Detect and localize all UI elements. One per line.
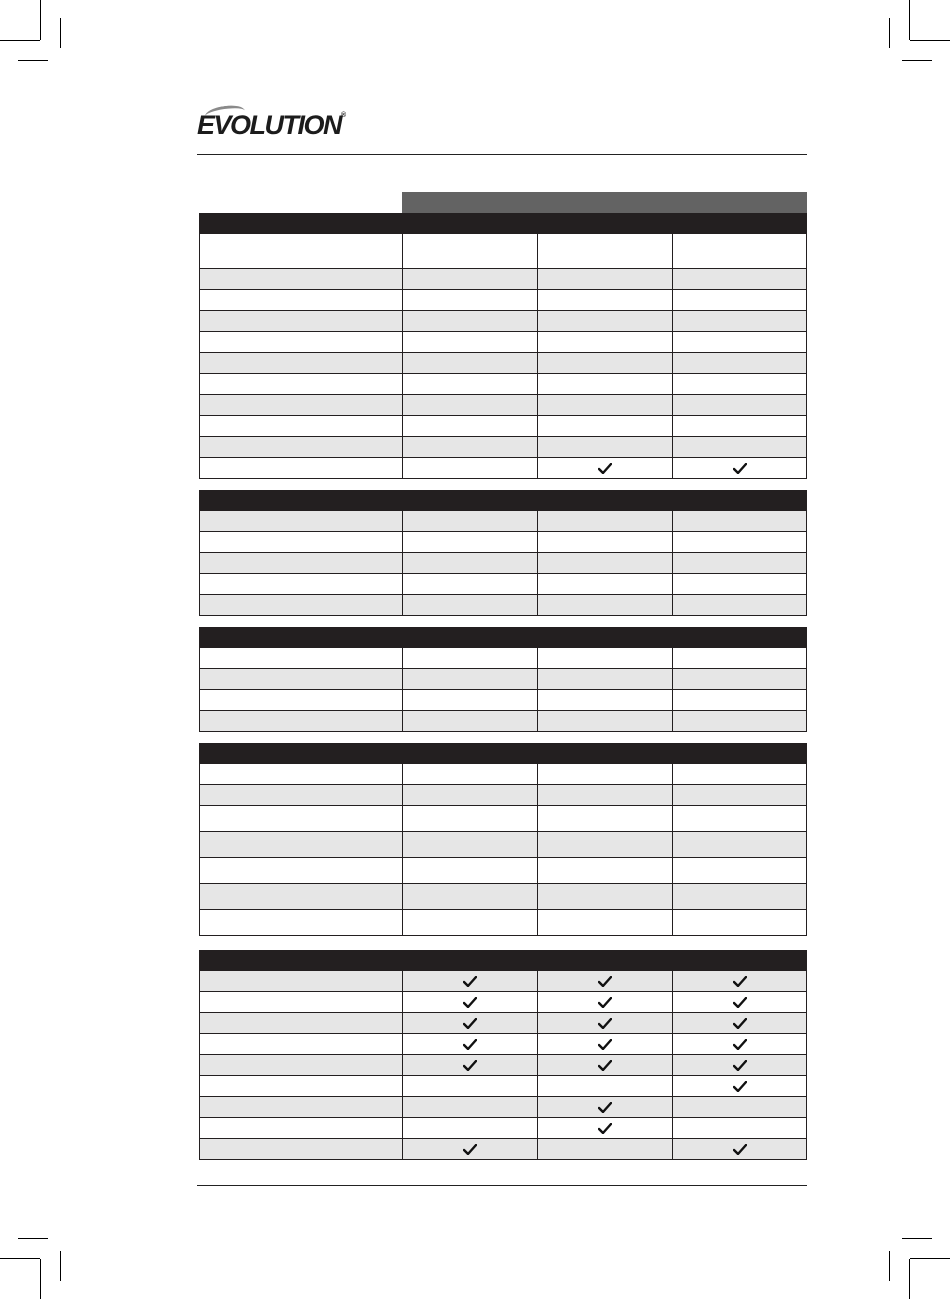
table-row xyxy=(199,290,807,311)
table-row xyxy=(199,1139,807,1160)
row-label-cell xyxy=(199,311,402,332)
model-value-cell xyxy=(537,511,672,532)
model-value-cell xyxy=(537,832,672,858)
model-value-cell xyxy=(672,690,807,711)
model-value-cell xyxy=(537,416,672,437)
model-value-cell xyxy=(672,1034,807,1055)
model-value-cell xyxy=(402,395,537,416)
model-value-cell xyxy=(537,395,672,416)
model-value-cell xyxy=(672,711,807,732)
model-value-cell xyxy=(402,1055,537,1076)
table-row xyxy=(199,332,807,353)
model-value-cell xyxy=(402,992,537,1013)
model-value-cell xyxy=(672,648,807,669)
model-value-cell xyxy=(402,832,537,858)
row-label-cell xyxy=(199,374,402,395)
crop-mark xyxy=(889,18,890,48)
model-value-cell xyxy=(402,234,537,269)
model-value-cell xyxy=(672,532,807,553)
row-label-cell xyxy=(199,353,402,374)
model-value-cell xyxy=(672,1076,807,1097)
table-row xyxy=(199,690,807,711)
model-value-cell xyxy=(672,1013,807,1034)
model-value-cell xyxy=(537,553,672,574)
model-value-cell xyxy=(402,595,537,616)
check-icon xyxy=(598,1039,612,1050)
model-value-cell xyxy=(402,332,537,353)
check-icon xyxy=(598,1102,612,1113)
model-value-cell xyxy=(672,971,807,992)
crop-mark xyxy=(18,60,48,61)
row-label-cell xyxy=(199,910,402,936)
model-value-cell xyxy=(537,269,672,290)
row-label-cell xyxy=(199,785,402,806)
model-value-cell xyxy=(537,290,672,311)
model-value-cell xyxy=(537,595,672,616)
table-row xyxy=(199,910,807,936)
model-value-cell xyxy=(402,910,537,936)
row-label-cell xyxy=(199,332,402,353)
crop-mark xyxy=(902,1238,932,1239)
crop-mark xyxy=(910,40,950,41)
model-value-cell xyxy=(537,458,672,479)
row-label-cell xyxy=(199,1055,402,1076)
model-value-cell xyxy=(537,1055,672,1076)
model-value-cell xyxy=(402,669,537,690)
model-value-cell xyxy=(672,332,807,353)
table-row xyxy=(199,832,807,858)
table-row xyxy=(199,785,807,806)
table-row xyxy=(199,1118,807,1139)
model-value-cell xyxy=(537,437,672,458)
model-value-cell xyxy=(402,416,537,437)
model-value-cell xyxy=(402,764,537,785)
table-row xyxy=(199,595,807,616)
table-row xyxy=(199,234,807,269)
table-row xyxy=(199,1076,807,1097)
model-value-cell xyxy=(672,458,807,479)
model-value-cell xyxy=(537,374,672,395)
model-value-cell xyxy=(402,711,537,732)
model-value-cell xyxy=(672,884,807,910)
table-row xyxy=(199,992,807,1013)
model-value-cell xyxy=(537,971,672,992)
row-label-cell xyxy=(199,234,402,269)
model-value-cell xyxy=(672,311,807,332)
model-value-cell xyxy=(402,553,537,574)
model-value-cell xyxy=(537,1139,672,1160)
model-value-cell xyxy=(537,1097,672,1118)
model-value-cell xyxy=(537,332,672,353)
model-value-cell xyxy=(537,648,672,669)
model-value-cell xyxy=(537,884,672,910)
crop-mark xyxy=(909,1259,910,1299)
check-icon xyxy=(598,1060,612,1071)
row-label-cell xyxy=(199,884,402,910)
model-value-cell xyxy=(402,785,537,806)
row-label-cell xyxy=(199,1139,402,1160)
table-row xyxy=(199,437,807,458)
model-value-cell xyxy=(672,992,807,1013)
evolution-logo xyxy=(197,112,346,139)
model-value-cell xyxy=(402,353,537,374)
row-label-cell xyxy=(199,1097,402,1118)
model-value-cell xyxy=(537,1034,672,1055)
check-icon xyxy=(463,1060,477,1071)
table-row xyxy=(199,1034,807,1055)
model-value-cell xyxy=(537,353,672,374)
table-row xyxy=(199,458,807,479)
crop-mark xyxy=(60,18,61,48)
section-4-header-bar xyxy=(199,743,807,764)
table-row xyxy=(199,971,807,992)
logo-text: EVOLUTION xyxy=(197,110,342,140)
crop-mark xyxy=(40,0,41,40)
row-label-cell xyxy=(199,669,402,690)
model-value-cell xyxy=(402,858,537,884)
table-row xyxy=(199,1055,807,1076)
table-row xyxy=(199,416,807,437)
check-icon xyxy=(733,1018,747,1029)
model-value-cell xyxy=(672,290,807,311)
crop-mark xyxy=(910,1258,950,1259)
model-value-cell xyxy=(537,858,672,884)
model-value-cell xyxy=(672,1139,807,1160)
model-value-cell xyxy=(672,374,807,395)
check-icon xyxy=(733,976,747,987)
model-value-cell xyxy=(402,884,537,910)
section-1-header-bar xyxy=(199,213,807,234)
model-value-cell xyxy=(537,669,672,690)
section-3-header-bar xyxy=(199,627,807,648)
model-value-cell xyxy=(672,595,807,616)
model-value-cell xyxy=(672,234,807,269)
model-value-cell xyxy=(672,574,807,595)
check-icon xyxy=(463,1039,477,1050)
check-icon xyxy=(733,1060,747,1071)
check-icon xyxy=(463,997,477,1008)
model-value-cell xyxy=(402,1034,537,1055)
header-rule xyxy=(197,154,807,155)
row-label-cell xyxy=(199,437,402,458)
model-value-cell xyxy=(537,574,672,595)
model-value-cell xyxy=(402,290,537,311)
crop-mark xyxy=(0,40,40,41)
model-value-cell xyxy=(402,971,537,992)
table-row xyxy=(199,311,807,332)
model-value-cell xyxy=(672,416,807,437)
row-label-cell xyxy=(199,574,402,595)
row-label-cell xyxy=(199,511,402,532)
model-value-cell xyxy=(672,832,807,858)
model-value-cell xyxy=(402,648,537,669)
model-value-cell xyxy=(672,353,807,374)
crop-mark xyxy=(909,0,910,40)
check-icon xyxy=(463,1144,477,1155)
table-row xyxy=(199,374,807,395)
row-label-cell xyxy=(199,858,402,884)
check-icon xyxy=(598,997,612,1008)
crop-mark xyxy=(60,1251,61,1281)
check-icon xyxy=(598,1123,612,1134)
table-row xyxy=(199,711,807,732)
model-value-cell xyxy=(672,785,807,806)
model-value-cell xyxy=(672,395,807,416)
check-icon xyxy=(463,1018,477,1029)
crop-mark xyxy=(0,1258,40,1259)
model-value-cell xyxy=(537,992,672,1013)
model-value-cell xyxy=(537,234,672,269)
row-label-cell xyxy=(199,806,402,832)
table-row xyxy=(199,764,807,785)
row-label-cell xyxy=(199,532,402,553)
model-value-cell xyxy=(672,1097,807,1118)
footer-rule xyxy=(197,1185,807,1186)
table-row xyxy=(199,553,807,574)
model-value-cell xyxy=(537,1118,672,1139)
model-value-cell xyxy=(402,1139,537,1160)
row-label-cell xyxy=(199,1076,402,1097)
row-label-cell xyxy=(199,648,402,669)
model-value-cell xyxy=(402,574,537,595)
table-row xyxy=(199,353,807,374)
table-row xyxy=(199,269,807,290)
model-value-cell xyxy=(402,690,537,711)
row-label-cell xyxy=(199,395,402,416)
check-icon xyxy=(733,997,747,1008)
section-2-header-bar xyxy=(199,490,807,511)
model-value-cell xyxy=(537,711,672,732)
table-row xyxy=(199,532,807,553)
model-value-cell xyxy=(672,437,807,458)
row-label-cell xyxy=(199,1118,402,1139)
model-value-cell xyxy=(537,910,672,936)
row-label-cell xyxy=(199,971,402,992)
section-5-header-bar xyxy=(199,950,807,971)
model-value-cell xyxy=(402,311,537,332)
model-value-cell xyxy=(672,910,807,936)
model-value-cell xyxy=(672,553,807,574)
model-value-cell xyxy=(402,374,537,395)
model-value-cell xyxy=(402,269,537,290)
model-value-cell xyxy=(537,785,672,806)
model-value-cell xyxy=(537,764,672,785)
check-icon xyxy=(733,463,747,474)
model-value-cell xyxy=(672,858,807,884)
row-label-cell xyxy=(199,458,402,479)
model-value-cell xyxy=(402,806,537,832)
model-value-cell xyxy=(402,1076,537,1097)
model-value-cell xyxy=(402,437,537,458)
crop-mark xyxy=(889,1251,890,1281)
model-value-cell xyxy=(537,1013,672,1034)
table-row xyxy=(199,648,807,669)
row-label-cell xyxy=(199,416,402,437)
model-header-bar xyxy=(402,192,807,213)
table-row xyxy=(199,669,807,690)
model-value-cell xyxy=(402,1013,537,1034)
trademark-symbol: ® xyxy=(341,112,347,119)
model-value-cell xyxy=(537,532,672,553)
table-row xyxy=(199,395,807,416)
model-value-cell xyxy=(672,806,807,832)
row-label-cell xyxy=(199,711,402,732)
model-value-cell xyxy=(672,511,807,532)
row-label-cell xyxy=(199,690,402,711)
model-value-cell xyxy=(672,269,807,290)
table-row xyxy=(199,574,807,595)
model-value-cell xyxy=(672,764,807,785)
crop-mark xyxy=(40,1259,41,1299)
row-label-cell xyxy=(199,269,402,290)
check-icon xyxy=(733,1081,747,1092)
check-icon xyxy=(463,976,477,987)
model-value-cell xyxy=(402,532,537,553)
table-row xyxy=(199,1097,807,1118)
row-label-cell xyxy=(199,1034,402,1055)
check-icon xyxy=(733,1039,747,1050)
model-value-cell xyxy=(537,311,672,332)
row-label-cell xyxy=(199,1013,402,1034)
crop-mark xyxy=(902,60,932,61)
row-label-cell xyxy=(199,832,402,858)
row-label-cell xyxy=(199,553,402,574)
check-icon xyxy=(598,976,612,987)
model-value-cell xyxy=(672,669,807,690)
row-label-cell xyxy=(199,764,402,785)
row-label-cell xyxy=(199,595,402,616)
model-value-cell xyxy=(402,458,537,479)
model-value-cell xyxy=(537,1076,672,1097)
model-value-cell xyxy=(402,1097,537,1118)
crop-mark xyxy=(18,1238,48,1239)
model-value-cell xyxy=(537,690,672,711)
table-row xyxy=(199,806,807,832)
check-icon xyxy=(598,463,612,474)
row-label-cell xyxy=(199,992,402,1013)
table-row xyxy=(199,1013,807,1034)
check-icon xyxy=(598,1018,612,1029)
table-row xyxy=(199,884,807,910)
table-row xyxy=(199,511,807,532)
row-label-cell xyxy=(199,290,402,311)
check-icon xyxy=(733,1144,747,1155)
model-value-cell xyxy=(672,1055,807,1076)
model-value-cell xyxy=(402,511,537,532)
table-row xyxy=(199,858,807,884)
model-value-cell xyxy=(402,1118,537,1139)
model-value-cell xyxy=(537,806,672,832)
model-value-cell xyxy=(672,1118,807,1139)
